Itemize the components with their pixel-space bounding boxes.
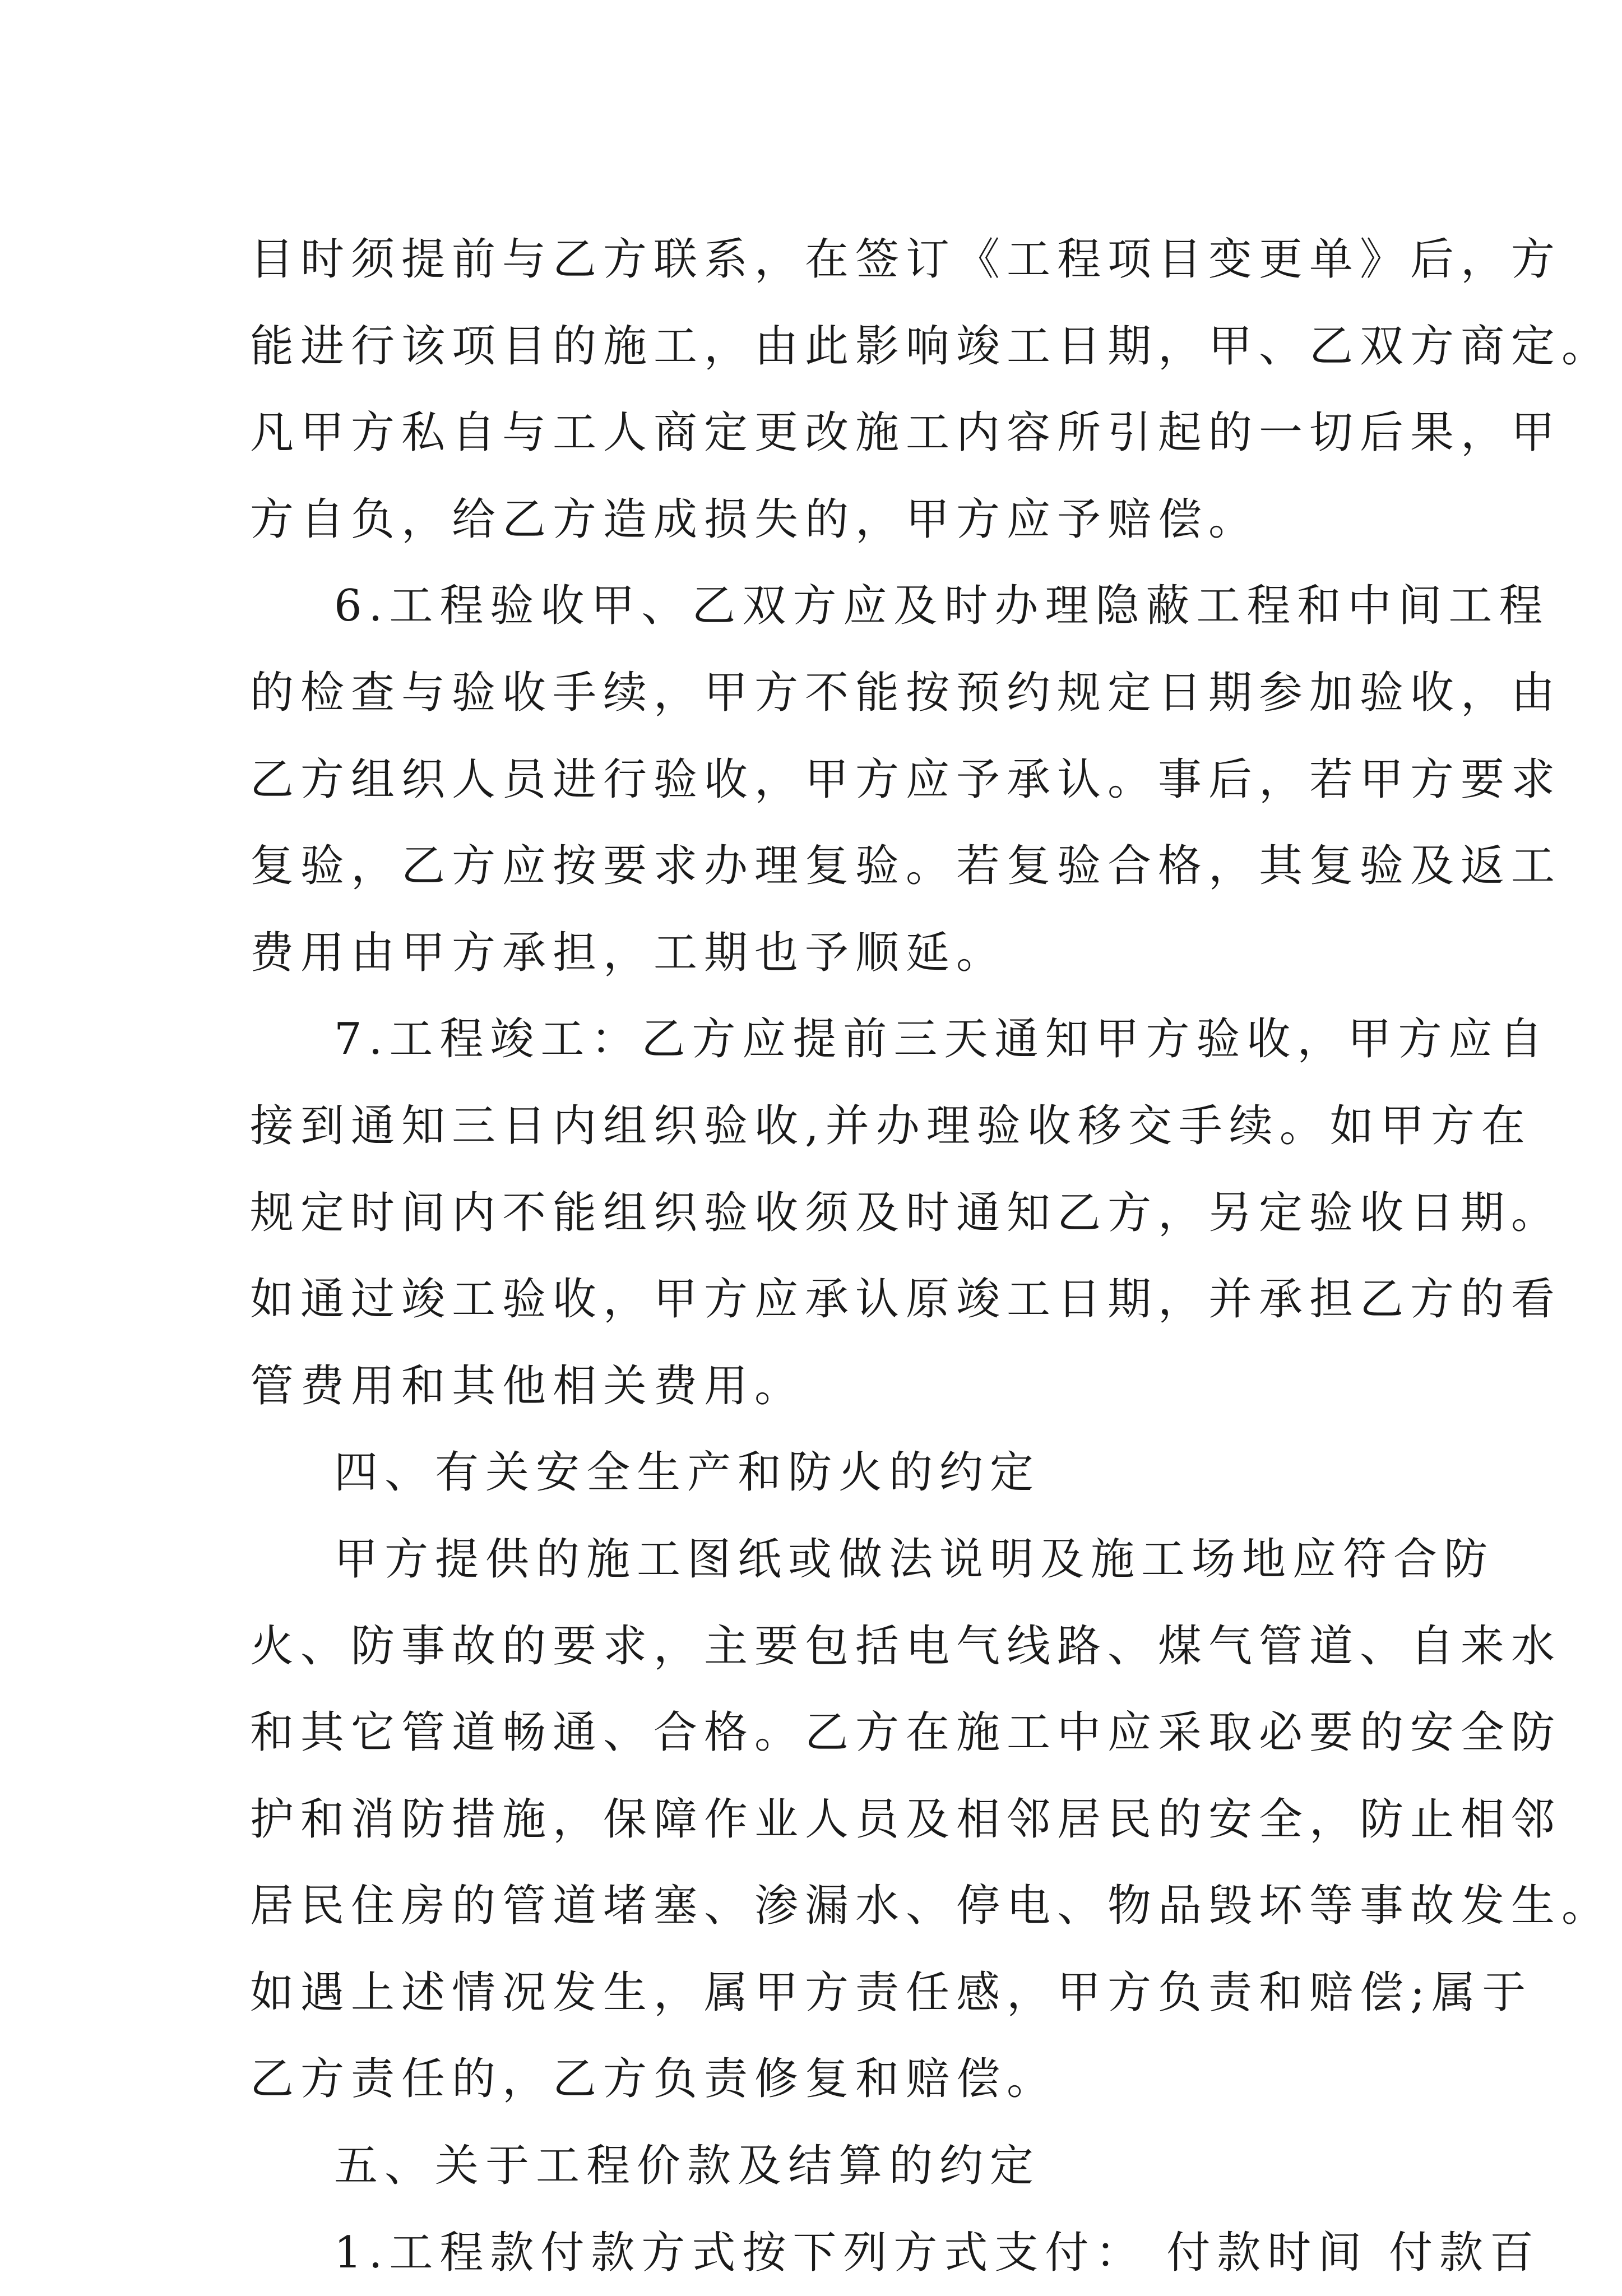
text-line: 管费用和其他相关费用。 xyxy=(250,1360,805,1411)
text-line: 乙方责任的，乙方负责修复和赔偿。 xyxy=(250,2054,1058,2105)
paragraph-start-line: 1.工程款付款方式按下列方式支付： 付款时间 付款百 xyxy=(334,2227,1541,2278)
text-line: 能进行该项目的施工，由此影响竣工日期，甲、乙双方商定。 xyxy=(250,321,1612,372)
text-line: 如遇上述情况发生，属甲方责任感，甲方负责和赔偿;属于 xyxy=(250,1967,1533,2018)
text-line: 规定时间内不能组织验收须及时通知乙方，另定验收日期。 xyxy=(250,1187,1562,1238)
text-line: 方自负，给乙方造成损失的，甲方应予赔偿。 xyxy=(250,494,1259,545)
text-line: 如通过竣工验收，甲方应承认原竣工日期，并承担乙方的看 xyxy=(250,1274,1562,1325)
text-line: 和其它管道畅通、合格。乙方在施工中应采取必要的安全防 xyxy=(250,1707,1562,1758)
text-line: 居民住房的管道堵塞、渗漏水、停电、物品毁坏等事故发生。 xyxy=(250,1881,1612,1932)
text-line: 护和消防措施，保障作业人员及相邻居民的安全，防止相邻 xyxy=(250,1794,1562,1845)
text-line: 费用由甲方承担，工期也予顺延。 xyxy=(250,927,1007,978)
paragraph-start-line: 甲方提供的施工图纸或做法说明及施工场地应符合防 xyxy=(334,1534,1495,1585)
paragraph-start-line: 6.工程验收甲、乙双方应及时办理隐蔽工程和中间工程 xyxy=(334,581,1550,632)
text-line: 复验，乙方应按要求办理复验。若复验合格，其复验及返工 xyxy=(250,841,1562,892)
text-line: 接到通知三日内组织验收,并办理验收移交手续。如甲方在 xyxy=(250,1100,1532,1151)
document-body xyxy=(250,216,1612,2296)
text-line: 乙方组织人员进行验收，甲方应予承认。事后，若甲方要求 xyxy=(250,754,1562,805)
section-heading: 四、有关安全生产和防火的约定 xyxy=(334,1447,1041,1498)
text-line: 目时须提前与乙方联系，在签订《工程项目变更单》后，方 xyxy=(250,234,1562,285)
text-line: 火、防事故的要求，主要包括电气线路、煤气管道、自来水 xyxy=(250,1621,1562,1672)
paragraph-start-line: 7.工程竣工：乙方应提前三天通知甲方验收，甲方应自 xyxy=(334,1014,1550,1065)
text-line: 的检查与验收手续，甲方不能按预约规定日期参加验收，由 xyxy=(250,667,1562,718)
text-line: 凡甲方私自与工人商定更改施工内容所引起的一切后果，甲 xyxy=(250,408,1562,459)
section-heading: 五、关于工程价款及结算的约定 xyxy=(334,2141,1041,2192)
